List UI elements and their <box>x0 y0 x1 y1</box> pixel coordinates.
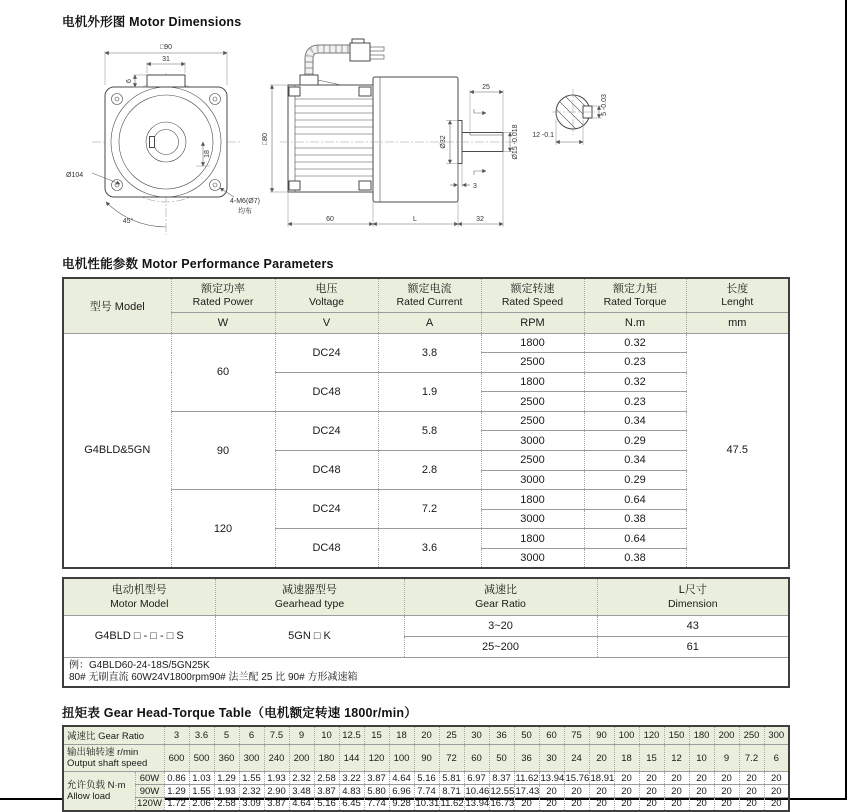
dim-angle: 45° <box>122 218 134 225</box>
torque-cell: 0.64 <box>584 529 686 549</box>
dim-boss-height: 6 <box>126 79 133 83</box>
top-boss <box>147 75 185 87</box>
value-cell: 3.87 <box>314 785 339 798</box>
gear-ratio-label: 减速比 Gear Ratio <box>63 726 164 745</box>
note-line-1: 例：G4BLD60-24-18S/5GN25K <box>69 659 210 671</box>
value-cell: 3.48 <box>289 785 314 798</box>
voltage-cell: DC48 <box>275 372 378 411</box>
value-cell: 1.93 <box>264 772 289 785</box>
speed-cell: 3000 <box>481 509 584 529</box>
unit-torque: N.m <box>584 312 686 333</box>
dim-key-offset: 18 <box>204 150 211 158</box>
value-cell: 50 <box>489 745 514 772</box>
value-cell: 20 <box>689 785 714 798</box>
value-cell: 4.83 <box>339 785 364 798</box>
value-cell: 17.43 <box>515 785 540 797</box>
torque-cell: 0.34 <box>584 451 686 471</box>
value-cell: 6 <box>764 745 789 772</box>
value-cell: 20 <box>564 785 589 798</box>
value-cell: 11.62 <box>440 798 464 810</box>
value-cell: 20 <box>614 798 639 811</box>
example-note <box>63 657 789 687</box>
torque-cell: 0.23 <box>584 392 686 412</box>
value-cell: 20 <box>664 772 689 785</box>
value-cell: 10.46 <box>465 785 490 797</box>
torque-cell: 0.23 <box>584 353 686 373</box>
speed-cell: 1800 <box>481 372 584 392</box>
dim-holes-note: 均布 <box>238 208 252 215</box>
value-cell: 36 <box>489 726 514 745</box>
motor-dimensions-drawing <box>62 35 788 237</box>
value-cell: 240 <box>264 745 289 772</box>
value-cell: 20 <box>539 798 564 811</box>
value-cell: 20 <box>764 772 789 785</box>
value-cell: 15.76 <box>565 772 590 784</box>
value-cell: 2.58 <box>314 772 339 785</box>
power-cell: 60 <box>171 333 275 411</box>
col-header-length: 长度 Lenght <box>686 278 789 312</box>
value-cell: 20 <box>589 745 614 772</box>
value-cell: 1.93 <box>214 785 239 798</box>
value-cell: 90 <box>414 745 439 772</box>
performance-title: 电机性能参数 Motor Performance Parameters <box>62 257 334 271</box>
value-cell: 300 <box>239 745 264 772</box>
value-cell: 20 <box>689 772 714 785</box>
torque-table-title: 扭矩表 Gear Head-Torque Table（电机额定转速 1800r/min） <box>62 705 417 720</box>
value-cell: 100 <box>389 745 414 772</box>
value-cell: 9 <box>289 726 314 745</box>
unit-current: A <box>378 312 481 333</box>
value-cell: 3.87 <box>264 798 289 811</box>
value-cell: 30 <box>539 745 564 772</box>
value-cell: 200 <box>714 726 739 745</box>
torque-cell: 0.29 <box>584 431 686 451</box>
unit-speed: RPM <box>481 312 584 333</box>
value-cell: 100 <box>614 726 639 745</box>
dimension-cell: 43 <box>597 615 789 636</box>
value-cell: 9.28 <box>389 798 414 811</box>
dim-boss-depth: 3 <box>473 183 477 190</box>
value-cell: 9 <box>714 745 739 772</box>
value-cell: 3.22 <box>339 772 364 785</box>
torque-cell: 0.38 <box>584 509 686 529</box>
value-cell: 13.94 <box>465 798 490 810</box>
value-cell: 10 <box>314 726 339 745</box>
value-cell: 12.55 <box>490 785 515 797</box>
dim-boss-dia: Ø32 <box>440 135 447 149</box>
value-cell: 20 <box>539 785 564 798</box>
value-cell: 7.74 <box>364 798 389 811</box>
value-cell: 15 <box>639 745 664 772</box>
dim-holes: 4-M6(Ø7) <box>230 198 260 205</box>
flange-square <box>105 87 227 197</box>
speed-cell: 3000 <box>481 431 584 451</box>
value-cell: 7.5 <box>264 726 289 745</box>
value-cell: 20 <box>564 798 589 811</box>
table-row <box>63 490 789 510</box>
col-header-speed: 额定转速 Rated Speed <box>481 278 584 312</box>
value-cell: 0.86 <box>164 772 189 785</box>
allow-load-label: 允许负载 N·m Allow load <box>63 772 135 811</box>
value-cell: 20 <box>589 785 614 798</box>
value-cell: 2.58 <box>214 798 239 811</box>
torque-cell: 0.29 <box>584 470 686 490</box>
value-cell: 120 <box>364 745 389 772</box>
value-cell: 20 <box>664 785 689 798</box>
value-cell: 20 <box>739 798 764 811</box>
value-cell: 8.37 <box>489 772 514 785</box>
col-header-torque: 额定力矩 Rated Torque <box>584 278 686 312</box>
voltage-cell: DC48 <box>275 451 378 490</box>
value-cell: 20 <box>714 772 739 785</box>
current-cell: 3.6 <box>378 529 481 568</box>
value-cell: 20 <box>639 785 664 798</box>
speed-cell: 3000 <box>481 470 584 490</box>
value-cell: 2.06 <box>189 798 214 811</box>
note-row <box>63 657 789 687</box>
torque-cell: 0.32 <box>584 333 686 353</box>
dim-shaft-dia: Ø15 -0.018 <box>512 124 519 160</box>
gearhead-type-cell: 5GN □ K <box>215 615 404 657</box>
unit-power: W <box>171 312 275 333</box>
value-cell: 60 <box>464 745 489 772</box>
allow-load-row-60w <box>63 772 789 785</box>
dim-shaft-length: 32 <box>476 216 484 223</box>
voltage-cell: DC24 <box>275 411 378 450</box>
note-line-2: 80# 无刷直流 60W24V1800rpm90# 法兰配 25 比 90# 方形减速箱 <box>69 671 358 683</box>
torque-cell: 0.32 <box>584 372 686 392</box>
table-row <box>63 411 789 431</box>
value-cell: 5.80 <box>364 785 389 798</box>
value-cell: 5.16 <box>314 798 339 811</box>
value-cell: 200 <box>289 745 314 772</box>
gear-ratio-row <box>63 726 789 745</box>
speed-cell: 2500 <box>481 451 584 471</box>
voltage-cell: DC48 <box>275 529 378 568</box>
motor-dimensions-title: 电机外形图 Motor Dimensions <box>62 15 242 29</box>
ratio-cell: 3~20 <box>404 615 597 636</box>
value-cell: 20 <box>764 785 789 798</box>
col-header-motor-model: 电动机型号 Motor Model <box>63 578 215 615</box>
current-cell: 7.2 <box>378 490 481 529</box>
current-cell: 1.9 <box>378 372 481 411</box>
col-header-l-dimension: L尺寸 Dimension <box>597 578 789 615</box>
value-cell: 12 <box>664 745 689 772</box>
speed-cell: 2500 <box>481 392 584 412</box>
speed-cell: 1800 <box>481 333 584 353</box>
current-cell: 3.8 <box>378 333 481 372</box>
power-cell: 90 <box>171 411 275 489</box>
value-cell: 180 <box>689 726 714 745</box>
dim-body: □80 <box>262 132 269 146</box>
value-cell: 1.03 <box>189 772 214 785</box>
dim-motor-length: 60 <box>326 216 334 223</box>
value-cell: 20 <box>414 726 439 745</box>
table-row <box>63 615 789 636</box>
speed-cell: 1800 <box>481 490 584 510</box>
value-cell: 1.29 <box>214 772 239 785</box>
value-cell: 5.81 <box>439 772 464 785</box>
value-cell: 1.29 <box>164 785 189 798</box>
value-cell: 11.62 <box>515 772 539 784</box>
value-cell: 1.55 <box>239 772 264 785</box>
value-cell: 20 <box>764 798 789 811</box>
allow-load-row-90w <box>63 785 789 798</box>
value-cell: 10.31 <box>415 798 440 810</box>
value-cell: 6.96 <box>389 785 414 798</box>
value-cell: 250 <box>739 726 764 745</box>
power-cell: 120 <box>171 490 275 568</box>
connector-pin-top <box>370 47 384 51</box>
value-cell: 120 <box>639 726 664 745</box>
value-cell: 24 <box>564 745 589 772</box>
cable-junction <box>300 75 318 85</box>
motor-model-cell: G4BLD □ - □ - □ S <box>63 615 215 657</box>
voltage-cell: DC24 <box>275 490 378 529</box>
load-sub-label-90w: 90W <box>135 785 164 798</box>
value-cell: 18 <box>389 726 414 745</box>
value-cell: 600 <box>164 745 189 772</box>
value-cell: 3.09 <box>239 798 264 811</box>
value-cell: 18 <box>614 745 639 772</box>
unit-length: mm <box>686 312 789 333</box>
connector-pin-bottom <box>370 55 384 59</box>
value-cell: 20 <box>514 798 539 811</box>
value-cell: 3 <box>164 726 189 745</box>
value-cell: 180 <box>314 745 339 772</box>
col-header-gear-ratio: 减速比 Gear Ratio <box>404 578 597 615</box>
value-cell: 1.72 <box>164 798 189 811</box>
value-cell: 20 <box>739 785 764 798</box>
value-cell: 20 <box>739 772 764 785</box>
keyway-notch <box>150 137 155 148</box>
value-cell: 6.97 <box>464 772 489 785</box>
value-cell: 30 <box>464 726 489 745</box>
dim-circle: Ø104 <box>66 172 84 179</box>
value-cell: 8.71 <box>439 785 464 798</box>
value-cell: 50 <box>514 726 539 745</box>
value-cell: 15 <box>364 726 389 745</box>
length-cell: 47.5 <box>686 333 789 568</box>
dim-boss-width: 31 <box>162 56 170 63</box>
value-cell: 72 <box>439 745 464 772</box>
torque-cell: 0.34 <box>584 411 686 431</box>
value-cell: 1.55 <box>189 785 214 798</box>
connector-body <box>350 43 370 61</box>
dim-flange: □90 <box>159 44 173 51</box>
torque-cell: 0.38 <box>584 549 686 569</box>
value-cell: 5 <box>214 726 239 745</box>
value-cell: 13.94 <box>540 772 565 784</box>
col-header-gearhead-type: 减速器型号 Gearhead type <box>215 578 404 615</box>
current-cell: 2.8 <box>378 451 481 490</box>
torque-table <box>62 725 790 812</box>
front-view <box>66 44 260 235</box>
value-cell: 360 <box>214 745 239 772</box>
value-cell: 3.6 <box>189 726 214 745</box>
table-row <box>63 333 789 353</box>
value-cell: 144 <box>339 745 364 772</box>
speed-cell: 2500 <box>481 411 584 431</box>
speed-cell: 2500 <box>481 353 584 373</box>
value-cell: 20 <box>714 785 739 798</box>
dim-key-length: 25 <box>482 84 490 91</box>
value-cell: 300 <box>764 726 789 745</box>
gearhead-table <box>62 577 790 688</box>
load-sub-label-120w: 120W <box>135 798 164 811</box>
value-cell: 20 <box>639 798 664 811</box>
value-cell: 500 <box>189 745 214 772</box>
col-header-current: 额定电流 Rated Current <box>378 278 481 312</box>
output-speed-row <box>63 745 789 772</box>
side-view <box>262 39 519 227</box>
value-cell: 4.64 <box>289 798 314 811</box>
value-cell: 6 <box>239 726 264 745</box>
value-cell: 7.2 <box>739 745 764 772</box>
dim-section-key: 5 -0.03 <box>601 94 608 116</box>
shaft-section-view <box>532 87 608 145</box>
value-cell: 20 <box>589 798 614 811</box>
col-header-voltage: 电压 Voltage <box>275 278 378 312</box>
value-cell: 4.64 <box>389 772 414 785</box>
unit-voltage: V <box>275 312 378 333</box>
dimension-cell: 61 <box>597 636 789 657</box>
value-cell: 75 <box>564 726 589 745</box>
value-cell: 12.5 <box>339 726 364 745</box>
value-cell: 150 <box>664 726 689 745</box>
current-cell: 5.8 <box>378 411 481 450</box>
value-cell: 16.73 <box>490 798 515 810</box>
value-cell: 20 <box>639 772 664 785</box>
speed-cell: 3000 <box>481 549 584 569</box>
allow-load-row-120w <box>63 798 789 811</box>
speed-cell: 1800 <box>481 529 584 549</box>
value-cell: 5.16 <box>414 772 439 785</box>
voltage-cell: DC24 <box>275 333 378 372</box>
load-sub-label-60w: 60W <box>135 772 164 785</box>
value-cell: 36 <box>514 745 539 772</box>
output-speed-label: 输出轴转速 r/min Output shaft speed <box>63 745 164 772</box>
value-cell: 20 <box>614 772 639 785</box>
ratio-cell: 25~200 <box>404 636 597 657</box>
value-cell: 60 <box>539 726 564 745</box>
value-cell: 90 <box>589 726 614 745</box>
performance-table <box>62 277 790 569</box>
value-cell: 7.74 <box>414 785 439 798</box>
col-header-power: 额定功率 Rated Power <box>171 278 275 312</box>
col-header-model: 型号 Model <box>63 278 171 333</box>
value-cell: 20 <box>614 785 639 798</box>
torque-cell: 0.64 <box>584 490 686 510</box>
value-cell: 2.32 <box>289 772 314 785</box>
value-cell: 6.45 <box>339 798 364 811</box>
dim-gearhead-length: L <box>413 216 417 223</box>
value-cell: 25 <box>439 726 464 745</box>
value-cell: 20 <box>664 798 689 811</box>
value-cell: 10 <box>689 745 714 772</box>
dim-section-flat: 12 -0.1 <box>532 132 554 139</box>
value-cell: 2.90 <box>264 785 289 798</box>
value-cell: 20 <box>689 798 714 811</box>
value-cell: 3.87 <box>364 772 389 785</box>
value-cell: 20 <box>714 798 739 811</box>
value-cell: 18.91 <box>590 772 615 784</box>
model-cell: G4BLD&5GN <box>63 333 171 568</box>
value-cell: 2.32 <box>239 785 264 798</box>
